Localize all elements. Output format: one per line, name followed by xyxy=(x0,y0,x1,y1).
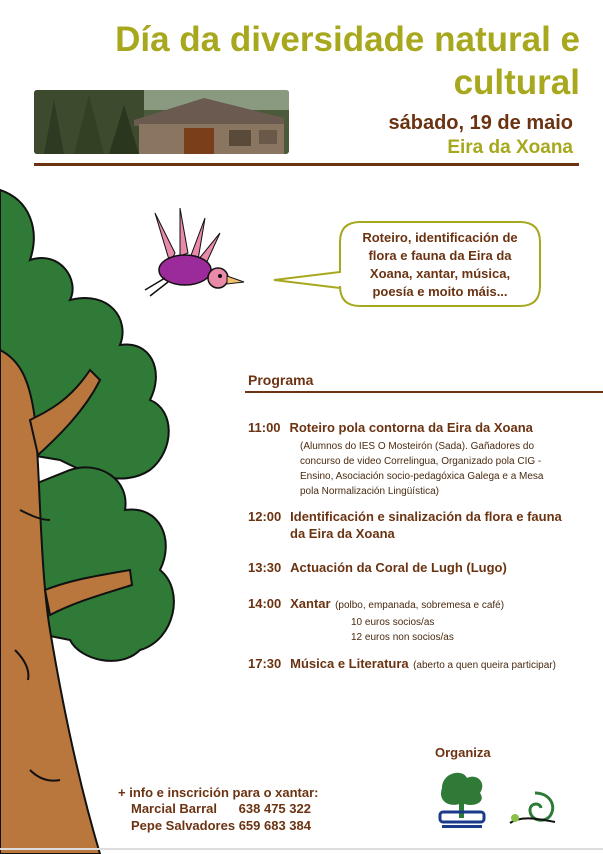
item-title: Xantar xyxy=(290,596,331,611)
contact-name: Marcial Barral xyxy=(131,801,217,816)
item-note: (aberto a quen queira participar) xyxy=(413,660,556,671)
info-heading: + info e inscrición para o xantar: xyxy=(118,785,319,800)
title-line-2: cultural xyxy=(453,63,580,102)
contact-phone: 638 475 322 xyxy=(238,801,311,816)
event-place: Eira da Xoana xyxy=(447,137,573,158)
event-date: sábado, 19 de maio xyxy=(388,112,573,134)
organizer-logo-snail xyxy=(505,788,563,830)
programa-heading: Programa xyxy=(248,372,314,388)
contact-1 xyxy=(131,801,311,816)
programa-divider xyxy=(245,391,603,393)
programa-item xyxy=(248,559,600,577)
bird-illustration xyxy=(140,208,250,303)
item-title: Música e Literatura xyxy=(290,656,409,671)
item-time: 13:30 xyxy=(248,560,282,575)
house-photo xyxy=(34,90,289,154)
item-title: Identificación e sinalización da flora e fauna xyxy=(290,509,562,524)
contact-2 xyxy=(131,818,311,833)
programa-item xyxy=(248,508,600,542)
item-time: 14:00 xyxy=(248,596,282,611)
item-time: 17:30 xyxy=(248,656,282,671)
contact-phone: 659 683 384 xyxy=(238,818,311,833)
programa-item: 11:00 Roteiro pola contorna da Eira da Xoana (Alumnos do IES O Mosteirón (Sada). Gañadores do concurso de video Correlingua, Organizado pola CIG - Ensino, Asociación socio-pedagóxica Galega e a Mesa pola Normalización Lingüística) xyxy=(248,420,544,497)
item-title: Roteiro pola contorna da Eira da Xoana xyxy=(289,420,533,435)
organiza-heading: Organiza xyxy=(435,745,491,760)
programa-item xyxy=(248,595,600,645)
item-title-cont: da Eira da Xoana xyxy=(290,526,395,541)
price-socios: 10 euros socios/as xyxy=(351,617,435,628)
page-bottom-edge xyxy=(0,848,603,850)
organizer-logo-tree xyxy=(432,768,492,830)
item-title: Actuación da Coral de Lugh (Lugo) xyxy=(290,560,507,575)
item-note: (polbo, empanada, sobremesa e café) xyxy=(335,600,505,611)
header-divider xyxy=(34,163,579,166)
item-time: 12:00 xyxy=(248,509,282,524)
contact-name: Pepe Salvadores xyxy=(131,818,236,833)
bubble-text: Roteiro, identificación de flora e fauna da Eira da Xoana, xantar, música, poesía e moito máis... xyxy=(362,230,518,299)
item-time: 11:00 xyxy=(248,420,281,435)
programa-item xyxy=(248,655,603,673)
title-line-1: Día da diversidade natural e xyxy=(115,20,580,59)
price-non-socios: 12 euros non socios/as xyxy=(351,632,454,643)
